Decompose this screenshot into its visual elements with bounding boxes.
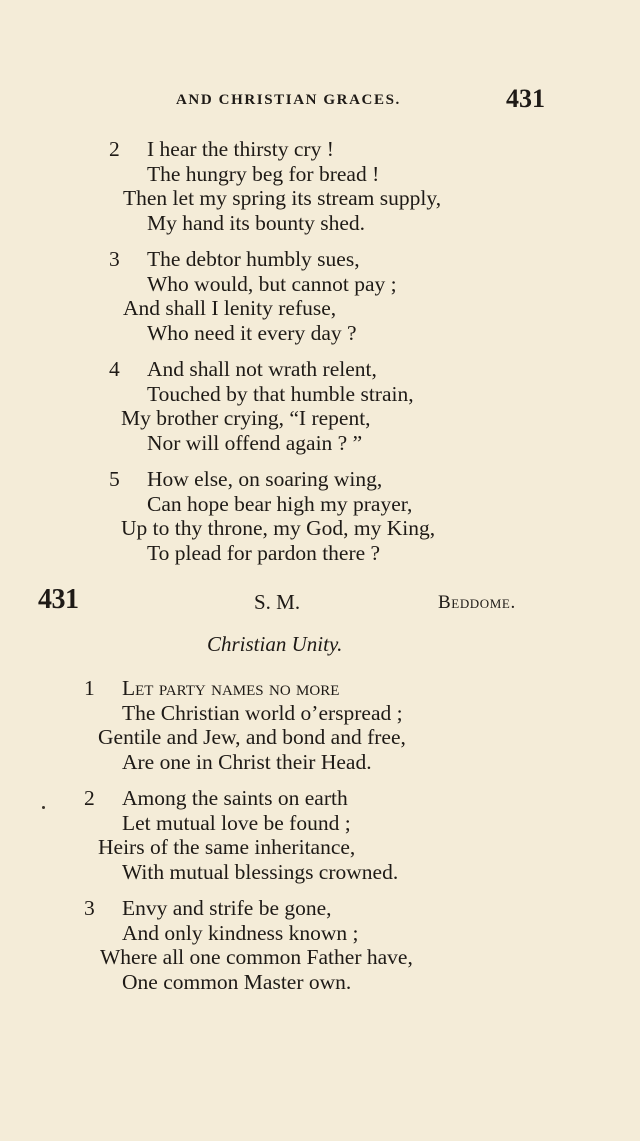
verse-line: Envy and strife be gone, xyxy=(122,896,332,920)
verse-line: Let mutual love be found ; xyxy=(122,810,351,835)
hymn-number: 431 xyxy=(38,584,79,615)
verse-number: 2 xyxy=(109,137,120,161)
verse-line: And shall I lenity refuse, xyxy=(123,296,337,321)
verse-line: Nor will offend again ? ” xyxy=(147,430,363,455)
verse-line: My brother crying, “I repent, xyxy=(121,406,371,431)
verse-line: Among the saints on earth xyxy=(122,786,348,810)
running-head: AND CHRISTIAN GRACES. xyxy=(176,92,401,108)
verse-line: I hear the thirsty cry ! xyxy=(147,137,334,161)
hymn-author: Beddome. xyxy=(438,592,516,613)
verse-line: To plead for pardon there ? xyxy=(147,540,381,565)
hymn-verse-1 xyxy=(84,676,430,774)
page-number: 431 xyxy=(506,84,545,113)
verse-number: 2 xyxy=(84,786,95,810)
verse-line: Can hope bear high my prayer, xyxy=(147,491,413,516)
verse-line: One common Master own. xyxy=(122,969,352,994)
verse-line: Touched by that humble strain, xyxy=(147,381,414,406)
verse-line: Gentile and Jew, and bond and free, xyxy=(98,725,406,750)
verse-line: Who would, but cannot pay ; xyxy=(147,271,397,296)
verse-line: How else, on soaring wing, xyxy=(147,467,383,491)
verse-line: And shall not wrath relent, xyxy=(147,357,377,381)
verse-number: 3 xyxy=(84,896,95,920)
verse-line: And only kindness known ; xyxy=(122,920,359,945)
verse-line: My hand its bounty shed. xyxy=(147,210,365,235)
verse-line: The Christian world o’erspread ; xyxy=(122,700,403,725)
hymn-meter: S. M. xyxy=(254,590,301,614)
hymn-verse-2 xyxy=(84,786,399,884)
verse-line: With mutual blessings crowned. xyxy=(122,859,399,884)
verse-line: Then let my spring its stream supply, xyxy=(123,186,442,211)
verse-line: Let party names no more xyxy=(122,676,340,700)
hymn-title: Christian Unity. xyxy=(207,632,343,656)
verse-line: Heirs of the same inheritance, xyxy=(98,835,356,860)
verse-line: Up to thy throne, my God, my King, xyxy=(121,516,436,541)
verse-line: Who need it every day ? xyxy=(147,320,357,345)
verse-3-continued xyxy=(109,247,397,345)
hymn-verse-3 xyxy=(84,896,435,994)
verse-number: 3 xyxy=(109,247,120,271)
verse-line: The hungry beg for bread ! xyxy=(147,161,380,186)
verse-line: Where all one common Father have, xyxy=(100,945,413,970)
verse-number: 4 xyxy=(109,357,120,381)
verse-5-continued xyxy=(109,467,461,565)
verse-number: 1 xyxy=(84,676,95,700)
ink-speck xyxy=(42,806,45,809)
verse-2-continued xyxy=(109,137,465,235)
verse-number: 5 xyxy=(109,467,120,491)
verse-4-continued xyxy=(109,357,414,455)
verse-line: Are one in Christ their Head. xyxy=(122,749,372,774)
verse-line: The debtor humbly sues, xyxy=(147,247,360,271)
